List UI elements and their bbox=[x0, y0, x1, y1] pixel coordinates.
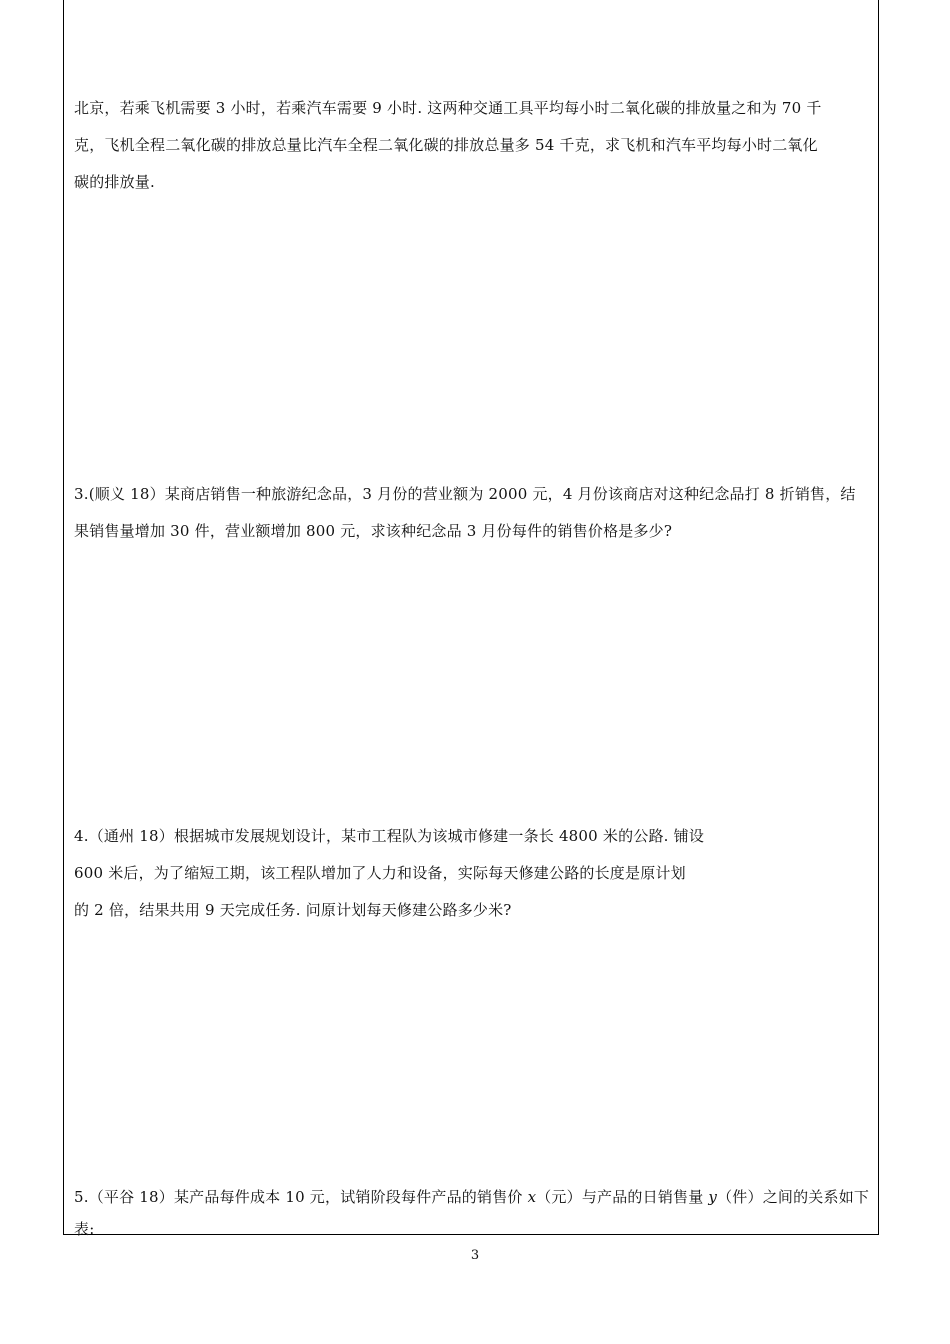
problem-5-line: 表: bbox=[74, 1220, 95, 1238]
problem-3-line: 果销售量增加 30 件，营业额增加 800 元，求该种纪念品 3 月份每件的销售价格是多少? bbox=[74, 522, 673, 540]
problem-2-line: 碳的排放量. bbox=[74, 173, 155, 191]
problem-3-text bbox=[74, 476, 874, 550]
variable-y: y bbox=[708, 1188, 718, 1206]
problem-4-text bbox=[74, 818, 754, 929]
problem-2-line: 北京，若乘飞机需要 3 小时，若乘汽车需要 9 小时. 这两种交通工具平均每小时二氧化碳的排放量之和为 70 千 bbox=[74, 99, 822, 117]
problem-5-text-part: （件）之间的关系如下 bbox=[717, 1188, 870, 1206]
problem-5-text-part: 5.（平谷 18）某产品每件成本 10 元，试销阶段每件产品的销售价 bbox=[74, 1188, 528, 1206]
page-number: 3 bbox=[470, 1248, 480, 1263]
problem-4-line: 的 2 倍，结果共用 9 天完成任务. 问原计划每天修建公路多少米? bbox=[74, 901, 512, 919]
problem-5-text-part: （元）与产品的日销售量 bbox=[536, 1188, 709, 1206]
variable-x: x bbox=[527, 1188, 537, 1206]
problem-5-line bbox=[74, 1181, 874, 1213]
problem-2-line: 克，飞机全程二氧化碳的排放总量比汽车全程二氧化碳的排放总量多 54 千克，求飞机和汽车平均每小时二氧化 bbox=[74, 136, 818, 154]
problem-4-line: 4.（通州 18）根据城市发展规划设计，某市工程队为该城市修建一条长 4800 米的公路. 铺设 bbox=[74, 827, 705, 845]
problem-5-text bbox=[74, 1181, 874, 1245]
problem-3-line: 3.(顺义 18）某商店销售一种旅游纪念品，3 月份的营业额为 2000 元，4 月份该商店对这种纪念品打 8 折销售，结 bbox=[74, 485, 856, 503]
problem-2-text bbox=[74, 90, 874, 201]
problem-4-line: 600 米后，为了缩短工期，该工程队增加了人力和设备，实际每天修建公路的长度是原计划 bbox=[74, 864, 686, 882]
